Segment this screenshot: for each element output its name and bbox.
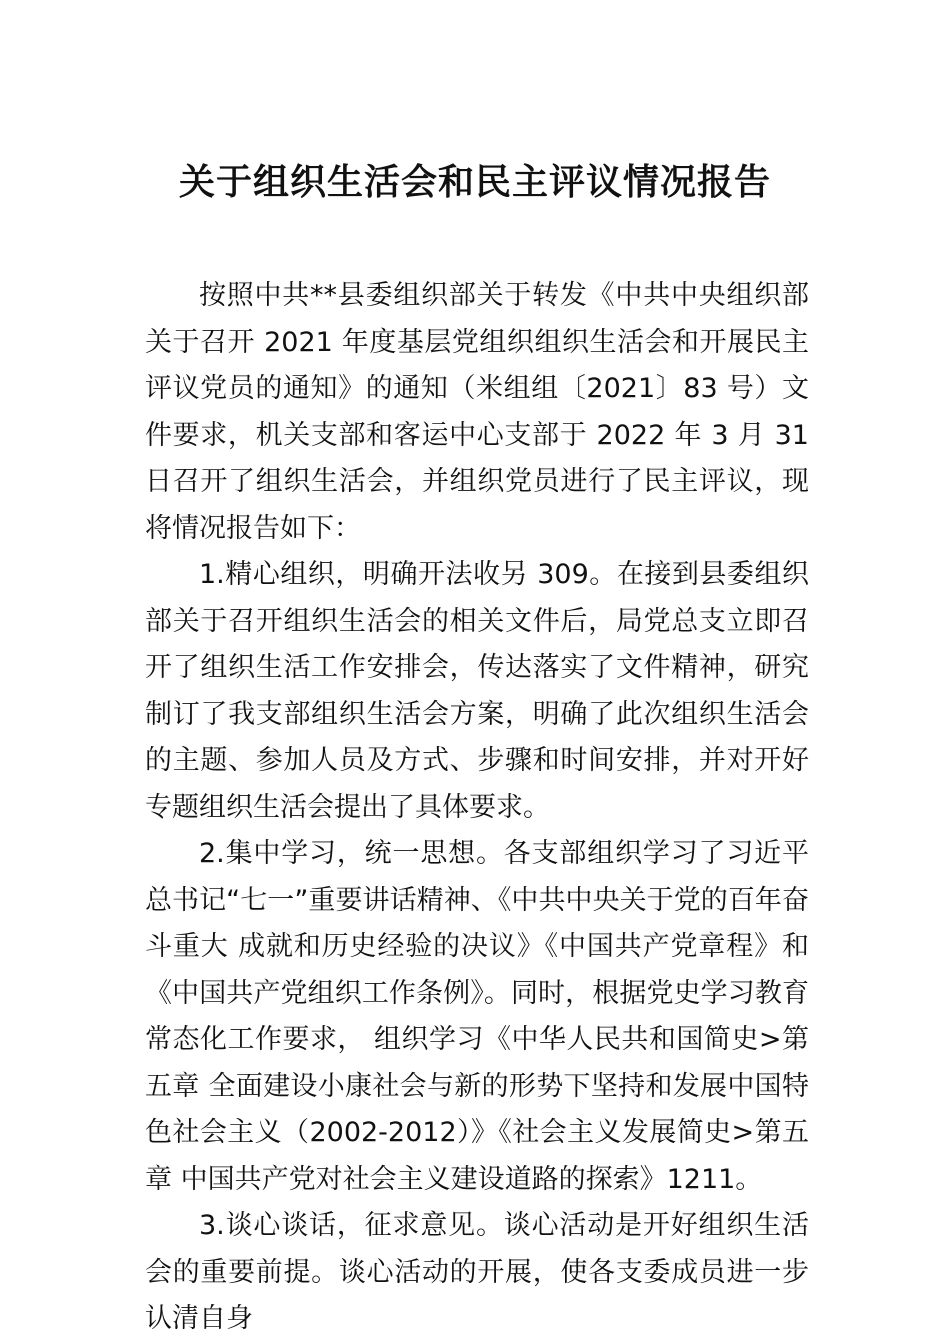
section-3-paragraph: 3.谈心谈话，征求意见。谈心活动是开好组织生活会的重要前提。谈心活动的开展，使各支委成员进一步认清自身 (145, 1210, 809, 1334)
document-body (145, 273, 809, 1343)
document-title: 关于组织生活会和民主评议情况报告 (178, 161, 771, 203)
section-2-paragraph: 2.集中学习，统一思想。各支部组织学习了习近平总书记“七一”重要讲话精神、《中共中央关于党的百年奋斗重大 成就和历史经验的决议》《中国共产党章程》和《中国共产党组织工作条例》。同时，根据党史学习教育常态化工作要求， 组织学习《中华人民共和国简史>第五章 全面建设小康社会与新的形势下坚持和发展中国特色社会主义（2002-2012）》《社会主义发展简史>第五章 中国共产党对社会主义建设道路的探索》1211。 (145, 838, 809, 1195)
section-1-paragraph: 1.精心组织，明确开法收另 309。在接到县委组织部关于召开组织生活会的相关文件后，局党总支立即召开了组织生活工作安排会，传达落实了文件精神，研究制订了我支部组织生活会方案，明确了此次组织生活会的主题、参加人员及方式、步骤和时间安排，并对开好专题组织生活会提出了具体要求。 (145, 559, 809, 823)
intro-paragraph: 按照中共**县委组织部关于转发《中共中央组织部关于召开 2021 年度基层党组织组织生活会和开展民主评议党员的通知》的通知（米组组〔2021〕83 号）文件要求，机关支部和客运中心支部于 2022 年 3 月 31 日召开了组织生活会，并组织党员进行了民主评议，现将情况报告如下： (145, 280, 809, 544)
